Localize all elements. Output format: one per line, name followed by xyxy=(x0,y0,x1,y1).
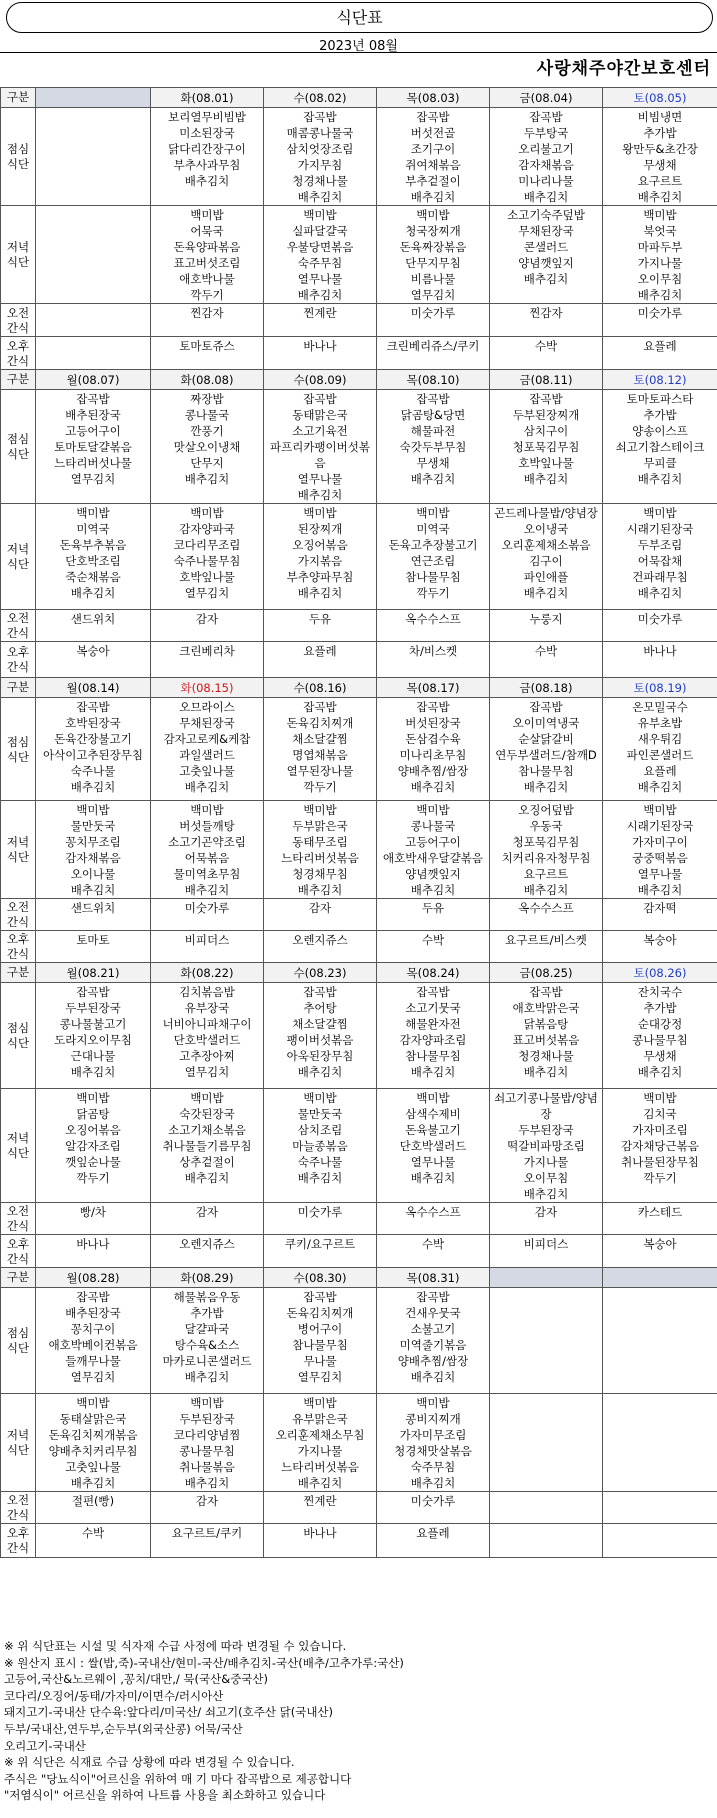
am-snack-label: 오전 간식 xyxy=(1,1492,36,1524)
menu-cell: 백미밥 버섯들깨탕 소고기곤약조림 어묵볶음 물미역초무침 배추김치 xyxy=(151,801,264,899)
menu-cell: 누룽지 xyxy=(490,610,603,642)
menu-cell: 감자 xyxy=(264,899,377,931)
menu-cell: 곤드레나물밥/양념장 오이냉국 오리훈제채소볶음 김구이 파인애플 배추김치 xyxy=(490,504,603,610)
menu-cell: 백미밥 북엇국 마파두부 가지나물 오이무침 배추김치 xyxy=(603,206,717,304)
menu-cell xyxy=(603,1394,717,1492)
day-header: 금(08.25) xyxy=(490,963,603,983)
menu-cell: 백미밥 콩비지찌개 가자미무조림 청경채맛살볶음 숙주무침 배추김치 xyxy=(377,1394,490,1492)
page-title: 식단표 xyxy=(6,2,713,33)
menu-cell: 토마토 xyxy=(36,931,151,963)
day-header: 월(08.14) xyxy=(36,678,151,698)
menu-cell: 잡곡밥 오이미역냉국 순살닭갈비 연두부샐러드/참깨D 참나물무침 배추김치 xyxy=(490,698,603,801)
menu-cell: 미숫가루 xyxy=(151,899,264,931)
menu-cell: 수박 xyxy=(377,1235,490,1268)
menu-cell: 백미밥 물만둣국 꽁치무조림 감자채볶음 오이나물 배추김치 xyxy=(36,801,151,899)
menu-cell: 수박 xyxy=(377,931,490,963)
menu-cell: 샌드위치 xyxy=(36,899,151,931)
menu-cell: 카스테드 xyxy=(603,1203,717,1235)
day-header xyxy=(490,1268,603,1288)
notes: ※ 위 식단표는 시설 및 식자재 수급 사정에 따라 변경될 수 있습니다. ※ 원산지 표시 : 쌀(밥,죽)-국내산/현미-국산/배추김치-국산(배추/고추가루:국산) 고등어,국산&노르웨이 ,꽁치/대만,/ 묵(국산&중국산) 코다리/오징어/동태/가자미/이면수/러시아산 돼지고기-국내산 단수육:앞다리/미국산/ 쇠고기(호주산 닭(국내산) 두부/국내산,연두부,순두부(외국산콩) 어묵/국산 오리고기-국내산 ※ 위 식단은 식재료 수급 상황에 따라 변경될 수 있습니다. 주식은 "당뇨식이"어르신을 위하여 매 기 마다 잡곡밥으로 제공합니다 "저염식이" 어르신을 위하여 나트륨 사용을 최소화하고 있습니다 xyxy=(4,1639,404,1803)
menu-cell: 감자 xyxy=(151,610,264,642)
am-snack-label: 오전 간식 xyxy=(1,304,36,337)
menu-cell: 백미밥 된장찌개 오징어볶음 가지볶음 부추양파무침 배추김치 xyxy=(264,504,377,610)
day-header: 수(08.23) xyxy=(264,963,377,983)
menu-cell: 백미밥 숙갓된장국 소고기채소볶음 취나물들기름무침 상추겉절이 배추김치 xyxy=(151,1089,264,1203)
menu-cell: 미숫가루 xyxy=(603,304,717,337)
month-label: 2023년 08월 xyxy=(319,39,398,54)
menu-cell: 차/비스켓 xyxy=(377,642,490,678)
am-snack-label: 오전 간식 xyxy=(1,1203,36,1235)
center-name: 사랑채주야간보호센터 xyxy=(536,59,711,79)
day-header: 목(08.03) xyxy=(377,88,490,108)
menu-cell: 찐감자 xyxy=(151,304,264,337)
day-header: 월(08.07) xyxy=(36,370,151,390)
menu-cell: 요구르트/쿠키 xyxy=(151,1524,264,1558)
day-header: 화(08.15) xyxy=(151,678,264,698)
menu-cell: 해물볶음우동 추가밥 달걀파국 탕수육&소스 마카로니콘샐러드 배추김치 xyxy=(151,1288,264,1394)
week-2-lunch-row xyxy=(1,390,717,504)
dinner-label: 저녁 식단 xyxy=(1,801,36,899)
menu-cell: 백미밥 닭곰탕 오징어볶음 알감자조림 깻잎순나물 깍두기 xyxy=(36,1089,151,1203)
menu-cell: 백미밥 시래기된장국 가자미구이 궁중떡볶음 열무나물 배추김치 xyxy=(603,801,717,899)
menu-cell: 감자떡 xyxy=(603,899,717,931)
menu-cell: 백미밥 김치국 가자미조림 감자채당근볶음 취나물된장무침 깍두기 xyxy=(603,1089,717,1203)
day-header: 수(08.02) xyxy=(264,88,377,108)
menu-cell: 백미밥 물만둣국 삼치조림 마늘종볶음 숙주나물 배추김치 xyxy=(264,1089,377,1203)
dinner-label: 저녁 식단 xyxy=(1,1089,36,1203)
menu-cell: 백미밥 두부된장국 코다리양념찜 콩나물무침 취나물볶음 배추김치 xyxy=(151,1394,264,1492)
menu-cell: 백미밥 미역국 돈육부추볶음 단호박조림 죽순채볶음 배추김치 xyxy=(36,504,151,610)
week-2-am-snack-row xyxy=(1,610,717,642)
menu-cell: 김치볶음밥 유부장국 너비아니파채구이 단호박샐러드 고추장아찌 열무김치 xyxy=(151,983,264,1089)
week-5-dinner-row xyxy=(1,1394,717,1492)
week-4-lunch-row xyxy=(1,983,717,1089)
pm-snack-label: 오후 간식 xyxy=(1,1524,36,1558)
week-2-date-row xyxy=(1,370,717,390)
dinner-label: 저녁 식단 xyxy=(1,1394,36,1492)
menu-cell: 백미밥 감자양파국 코다리무조림 숙주나물무침 호박잎나물 열무김치 xyxy=(151,504,264,610)
menu-cell: 잡곡밥 동태맑은국 소고기육전 파프리카팽이버섯볶음 열무나물 배추김치 xyxy=(264,390,377,504)
day-header: 목(08.10) xyxy=(377,370,490,390)
am-snack-label: 오전 간식 xyxy=(1,610,36,642)
day-header: 화(08.29) xyxy=(151,1268,264,1288)
menu-cell: 백미밥 어묵국 돈육양파볶음 표고버섯조림 애호박나물 깍두기 xyxy=(151,206,264,304)
menu-cell xyxy=(490,1288,603,1394)
division-label: 구분 xyxy=(1,678,36,698)
menu-cell: 크린베리차 xyxy=(151,642,264,678)
week-3-pm-snack-row xyxy=(1,931,717,963)
menu-cell: 잡곡밥 돈육김치찌개 병어구이 참나물무침 무나물 열무김치 xyxy=(264,1288,377,1394)
menu-cell xyxy=(490,1394,603,1492)
dinner-label: 저녁 식단 xyxy=(1,206,36,304)
pm-snack-label: 오후 간식 xyxy=(1,931,36,963)
lunch-label: 점심 식단 xyxy=(1,698,36,801)
day-header: 수(08.09) xyxy=(264,370,377,390)
menu-cell: 요플레 xyxy=(603,337,717,370)
menu-cell: 짜장밥 콩나물국 깐풍기 맛살오이냉채 단무지 배추김치 xyxy=(151,390,264,504)
day-header: 목(08.24) xyxy=(377,963,490,983)
day-header xyxy=(603,1268,717,1288)
menu-cell: 바나나 xyxy=(264,337,377,370)
menu-cell: 감자 xyxy=(490,1203,603,1235)
pm-snack-label: 오후 간식 xyxy=(1,337,36,370)
menu-cell: 복숭아 xyxy=(36,642,151,678)
menu-cell: 토마토쥬스 xyxy=(151,337,264,370)
menu-cell: 백미밥 실파달걀국 우불당면볶음 숙주무침 열무나물 배추김치 xyxy=(264,206,377,304)
week-5-lunch-row xyxy=(1,1288,717,1394)
week-5-am-snack-row xyxy=(1,1492,717,1524)
menu-cell: 바나나 xyxy=(36,1235,151,1268)
week-1-lunch-row xyxy=(1,108,717,206)
menu-cell: 백미밥 삼색수제비 돈육불고기 단호박샐러드 열무나물 배추김치 xyxy=(377,1089,490,1203)
menu-cell: 요플레 xyxy=(377,1524,490,1558)
menu-cell: 절편(빵) xyxy=(36,1492,151,1524)
day-header: 금(08.11) xyxy=(490,370,603,390)
menu-cell: 크린베리쥬스/쿠키 xyxy=(377,337,490,370)
menu-cell: 수박 xyxy=(36,1524,151,1558)
day-header xyxy=(36,88,151,108)
menu-cell: 백미밥 동태살맑은국 돈육김치찌개볶음 양배추치커리무침 고춧잎나물 배추김치 xyxy=(36,1394,151,1492)
menu-cell: 쇠고기콩나물밥/양념장 두부된장국 떡갈비파망조림 가지나물 오이무침 배추김치 xyxy=(490,1089,603,1203)
menu-cell: 백미밥 시래기된장국 두부조림 어묵잡채 건파래무침 배추김치 xyxy=(603,504,717,610)
day-header: 수(08.16) xyxy=(264,678,377,698)
week-3-lunch-row xyxy=(1,698,717,801)
am-snack-label: 오전 간식 xyxy=(1,899,36,931)
day-header: 토(08.12) xyxy=(603,370,717,390)
menu-cell: 백미밥 유부맑은국 오리훈제채소무침 가지나물 느타리버섯볶음 배추김치 xyxy=(264,1394,377,1492)
menu-cell: 찐계란 xyxy=(264,1492,377,1524)
lunch-label: 점심 식단 xyxy=(1,983,36,1089)
menu-cell: 잡곡밥 버섯된장국 돈삼겹수육 미나리초무침 양배추찜/쌈장 배추김치 xyxy=(377,698,490,801)
menu-cell: 잡곡밥 버섯전골 조기구이 쥐여채볶음 부추겉절이 배추김치 xyxy=(377,108,490,206)
week-1-am-snack-row xyxy=(1,304,717,337)
menu-cell: 잡곡밥 건새우뭇국 소불고기 미역줄기볶음 양배추찜/쌈장 배추김치 xyxy=(377,1288,490,1394)
pm-snack-label: 오후 간식 xyxy=(1,642,36,678)
menu-cell: 감자 xyxy=(151,1492,264,1524)
week-5-date-row xyxy=(1,1268,717,1288)
menu-cell: 감자 xyxy=(151,1203,264,1235)
menu-cell: 온모밀국수 유부초밥 새우튀김 파인콘샐러드 요플레 배추김치 xyxy=(603,698,717,801)
day-header: 토(08.05) xyxy=(603,88,717,108)
menu-cell xyxy=(36,108,151,206)
division-label: 구분 xyxy=(1,88,36,108)
week-3-date-row xyxy=(1,678,717,698)
day-header: 화(08.08) xyxy=(151,370,264,390)
menu-cell: 옥수수스프 xyxy=(377,610,490,642)
division-label: 구분 xyxy=(1,1268,36,1288)
menu-cell xyxy=(603,1492,717,1524)
menu-cell: 오징어덮밥 우동국 청포묵김무침 치커리유자청무침 요구르트 배추김치 xyxy=(490,801,603,899)
menu-cell: 잡곡밥 닭곰탕&당면 해물파전 숙갓두부무침 무생채 배추김치 xyxy=(377,390,490,504)
menu-cell: 잡곡밥 배추된장국 고등어구이 토마토달걀볶음 느타리버섯나물 열무김치 xyxy=(36,390,151,504)
dinner-label: 저녁 식단 xyxy=(1,504,36,610)
week-4-pm-snack-row xyxy=(1,1235,717,1268)
week-5-pm-snack-row xyxy=(1,1524,717,1558)
week-1-pm-snack-row xyxy=(1,337,717,370)
week-4-dinner-row xyxy=(1,1089,717,1203)
menu-cell: 소고기숙주덮밥 무채된장국 콘샐러드 양념깻잎지 배추김치 xyxy=(490,206,603,304)
menu-cell: 잡곡밥 호박된장국 돈육간장불고기 아삭이고추된장무침 숙주나물 배추김치 xyxy=(36,698,151,801)
menu-cell: 잡곡밥 애호박맑은국 닭볶음탕 표고버섯볶음 청경채나물 배추김치 xyxy=(490,983,603,1089)
menu-cell: 백미밥 콩나물국 고등어구이 애호박새우달걀볶음 양념깻잎지 배추김치 xyxy=(377,801,490,899)
week-1-dinner-row xyxy=(1,206,717,304)
menu-cell: 잡곡밥 소고기뭇국 해물완자전 감자양파조림 참나물무침 배추김치 xyxy=(377,983,490,1089)
menu-cell: 바나나 xyxy=(264,1524,377,1558)
menu-cell xyxy=(603,1524,717,1558)
menu-cell: 비피더스 xyxy=(490,1235,603,1268)
menu-cell: 두유 xyxy=(377,899,490,931)
menu-cell: 백미밥 두부맑은국 동태무조림 느타리버섯볶음 청경채무침 배추김치 xyxy=(264,801,377,899)
week-4-date-row xyxy=(1,963,717,983)
menu-cell: 요플레 xyxy=(264,642,377,678)
menu-cell: 바나나 xyxy=(603,642,717,678)
menu-cell: 수박 xyxy=(490,337,603,370)
menu-cell: 미숫가루 xyxy=(377,1492,490,1524)
menu-cell: 옥수수스프 xyxy=(377,1203,490,1235)
menu-cell: 잡곡밥 추어탕 채소달걀찜 팽이버섯볶음 아욱된장무침 배추김치 xyxy=(264,983,377,1089)
week-4-am-snack-row xyxy=(1,1203,717,1235)
menu-cell: 보리열무비빔밥 미소된장국 닭다리간장구이 부추사과무침 배추김치 xyxy=(151,108,264,206)
day-header: 목(08.31) xyxy=(377,1268,490,1288)
menu-cell xyxy=(36,304,151,337)
menu-cell: 복숭아 xyxy=(603,931,717,963)
menu-cell: 잡곡밥 배추된장국 꽁치구이 애호박베이컨볶음 들깨무나물 열무김치 xyxy=(36,1288,151,1394)
week-1-date-row xyxy=(1,88,717,108)
menu-cell: 잡곡밥 돈육김치찌개 채소달걀찜 명엽채볶음 열무된장나물 깍두기 xyxy=(264,698,377,801)
week-2-pm-snack-row xyxy=(1,642,717,678)
menu-cell xyxy=(490,1524,603,1558)
menu-cell: 비빔냉면 추가밥 왕만두&초간장 무생채 요구르트 배추김치 xyxy=(603,108,717,206)
lunch-label: 점심 식단 xyxy=(1,390,36,504)
menu-cell: 찐감자 xyxy=(490,304,603,337)
division-label: 구분 xyxy=(1,370,36,390)
menu-cell: 미숫가루 xyxy=(603,610,717,642)
lunch-label: 점심 식단 xyxy=(1,1288,36,1394)
menu-cell: 백미밥 미역국 돈육고추장불고기 연근조림 참나물무침 깍두기 xyxy=(377,504,490,610)
day-header: 화(08.22) xyxy=(151,963,264,983)
lunch-label: 점심 식단 xyxy=(1,108,36,206)
menu-cell: 오므라이스 무채된장국 감자고로케&케찹 과일샐러드 고춧잎나물 배추김치 xyxy=(151,698,264,801)
menu-cell: 빵/차 xyxy=(36,1203,151,1235)
menu-cell xyxy=(603,1288,717,1394)
menu-cell: 미숫가루 xyxy=(264,1203,377,1235)
menu-cell: 오렌지쥬스 xyxy=(151,1235,264,1268)
menu-cell: 잡곡밥 두부된장국 콩나물불고기 도라지오이무침 근대나물 배추김치 xyxy=(36,983,151,1089)
day-header: 월(08.28) xyxy=(36,1268,151,1288)
menu-cell: 미숫가루 xyxy=(377,304,490,337)
menu-cell: 잡곡밥 두부탕국 오리불고기 감자채볶음 미나리나물 배추김치 xyxy=(490,108,603,206)
week-2-dinner-row xyxy=(1,504,717,610)
menu-cell: 비피더스 xyxy=(151,931,264,963)
menu-cell: 수박 xyxy=(490,642,603,678)
day-header: 목(08.17) xyxy=(377,678,490,698)
menu-cell: 두유 xyxy=(264,610,377,642)
day-header: 수(08.30) xyxy=(264,1268,377,1288)
menu-cell: 옥수수스프 xyxy=(490,899,603,931)
day-header: 금(08.04) xyxy=(490,88,603,108)
menu-cell xyxy=(36,337,151,370)
menu-cell: 찐계란 xyxy=(264,304,377,337)
menu-cell xyxy=(36,206,151,304)
menu-cell: 샌드위치 xyxy=(36,610,151,642)
menu-cell: 잡곡밥 두부된장찌개 삼치구이 청포묵김무침 호박잎나물 배추김치 xyxy=(490,390,603,504)
menu-cell: 쿠키/요구르트 xyxy=(264,1235,377,1268)
day-header: 금(08.18) xyxy=(490,678,603,698)
menu-cell: 잡곡밥 매콤콩나물국 삼치엇장조림 가지무침 청경채나물 배추김치 xyxy=(264,108,377,206)
day-header: 월(08.21) xyxy=(36,963,151,983)
week-3-am-snack-row xyxy=(1,899,717,931)
pm-snack-label: 오후 간식 xyxy=(1,1235,36,1268)
week-3-dinner-row xyxy=(1,801,717,899)
menu-cell: 잔치국수 추가밥 순대강정 콩나물무침 무생채 배추김치 xyxy=(603,983,717,1089)
menu-cell: 요구르트/비스켓 xyxy=(490,931,603,963)
meal-table xyxy=(0,87,717,1558)
division-label: 구분 xyxy=(1,963,36,983)
menu-cell: 토마토파스타 추가밥 양송이스프 쇠고기찹스테이크 무피클 배추김치 xyxy=(603,390,717,504)
day-header: 화(08.01) xyxy=(151,88,264,108)
menu-cell: 백미밥 청국장찌개 돈육짜장볶음 단무지무침 비름나물 열무김치 xyxy=(377,206,490,304)
menu-cell: 복숭아 xyxy=(603,1235,717,1268)
day-header: 토(08.26) xyxy=(603,963,717,983)
menu-cell xyxy=(490,1492,603,1524)
divider xyxy=(0,52,717,53)
menu-cell: 오렌지쥬스 xyxy=(264,931,377,963)
day-header: 토(08.19) xyxy=(603,678,717,698)
